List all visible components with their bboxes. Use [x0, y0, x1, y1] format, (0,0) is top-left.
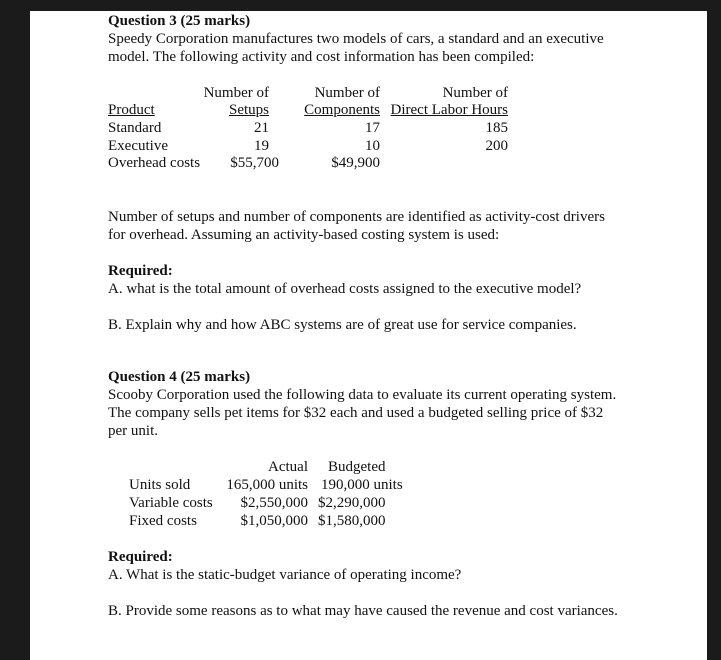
q3-question-a: A. what is the total amount of overhead costs assigned to the executive model?	[108, 281, 582, 297]
cell: 17	[365, 120, 380, 136]
header-product: Product	[108, 102, 155, 118]
q3-paragraph-line: Number of setups and number of components are identified as activity-cost drivers	[108, 209, 605, 225]
cell: 21	[254, 120, 269, 136]
q4-required-label: Required:	[108, 549, 173, 565]
header-top-setups: Number of	[203, 85, 269, 101]
cell: $49,900	[331, 155, 380, 171]
cell: 185	[485, 120, 508, 136]
header-dlh: Direct Labor Hours	[390, 102, 508, 118]
row-label: Units sold	[129, 477, 191, 493]
header-setups: Setups	[228, 102, 269, 118]
q4-title: Question 4 (25 marks)	[108, 369, 251, 385]
row-label: Variable costs	[129, 495, 213, 511]
cell: 190,000 units	[321, 477, 403, 493]
cell: 200	[485, 138, 508, 154]
cell: 10	[365, 138, 380, 154]
q3-paragraph-line: for overhead. Assuming an activity-based costing system is used:	[108, 227, 500, 243]
cell: $55,700	[230, 155, 279, 171]
q3-title: Question 3 (25 marks)	[108, 13, 251, 29]
cell: 19	[254, 138, 269, 154]
q4-question-b: B. Provide some reasons as to what may have caused the revenue and cost variances.	[108, 603, 618, 619]
cell: $1,050,000	[240, 513, 308, 529]
q4-intro-line: The company sells pet items for $32 each and used a budgeted selling price of $32	[108, 405, 604, 421]
q4-question-a: A. What is the static-budget variance of operating income?	[108, 567, 462, 583]
header-top-dlh: Number of	[442, 85, 508, 101]
q3-question-b: B. Explain why and how ABC systems are of great use for service companies.	[108, 317, 577, 333]
q3-intro-line: model. The following activity and cost information has been compiled:	[108, 49, 535, 65]
q3-required-label: Required:	[108, 263, 173, 279]
cell: $1,580,000	[318, 513, 386, 529]
q4-intro-line: Scooby Corporation used the following data to evaluate its current operating system.	[108, 387, 617, 403]
header-budgeted: Budgeted	[328, 459, 386, 475]
row-label: Overhead costs	[108, 155, 201, 171]
header-actual: Actual	[268, 459, 308, 475]
q3-intro-line: Speedy Corporation manufactures two models of cars, a standard and an executive	[108, 31, 604, 47]
q4-intro-line: per unit.	[108, 423, 158, 439]
row-label: Fixed costs	[129, 513, 197, 529]
header-components: Components	[304, 102, 380, 118]
cell: 165,000 units	[226, 477, 308, 493]
row-label: Executive	[108, 138, 168, 154]
header-top-components: Number of	[314, 85, 380, 101]
cell: $2,290,000	[318, 495, 386, 511]
cell: $2,550,000	[240, 495, 308, 511]
row-label: Standard	[108, 120, 162, 136]
